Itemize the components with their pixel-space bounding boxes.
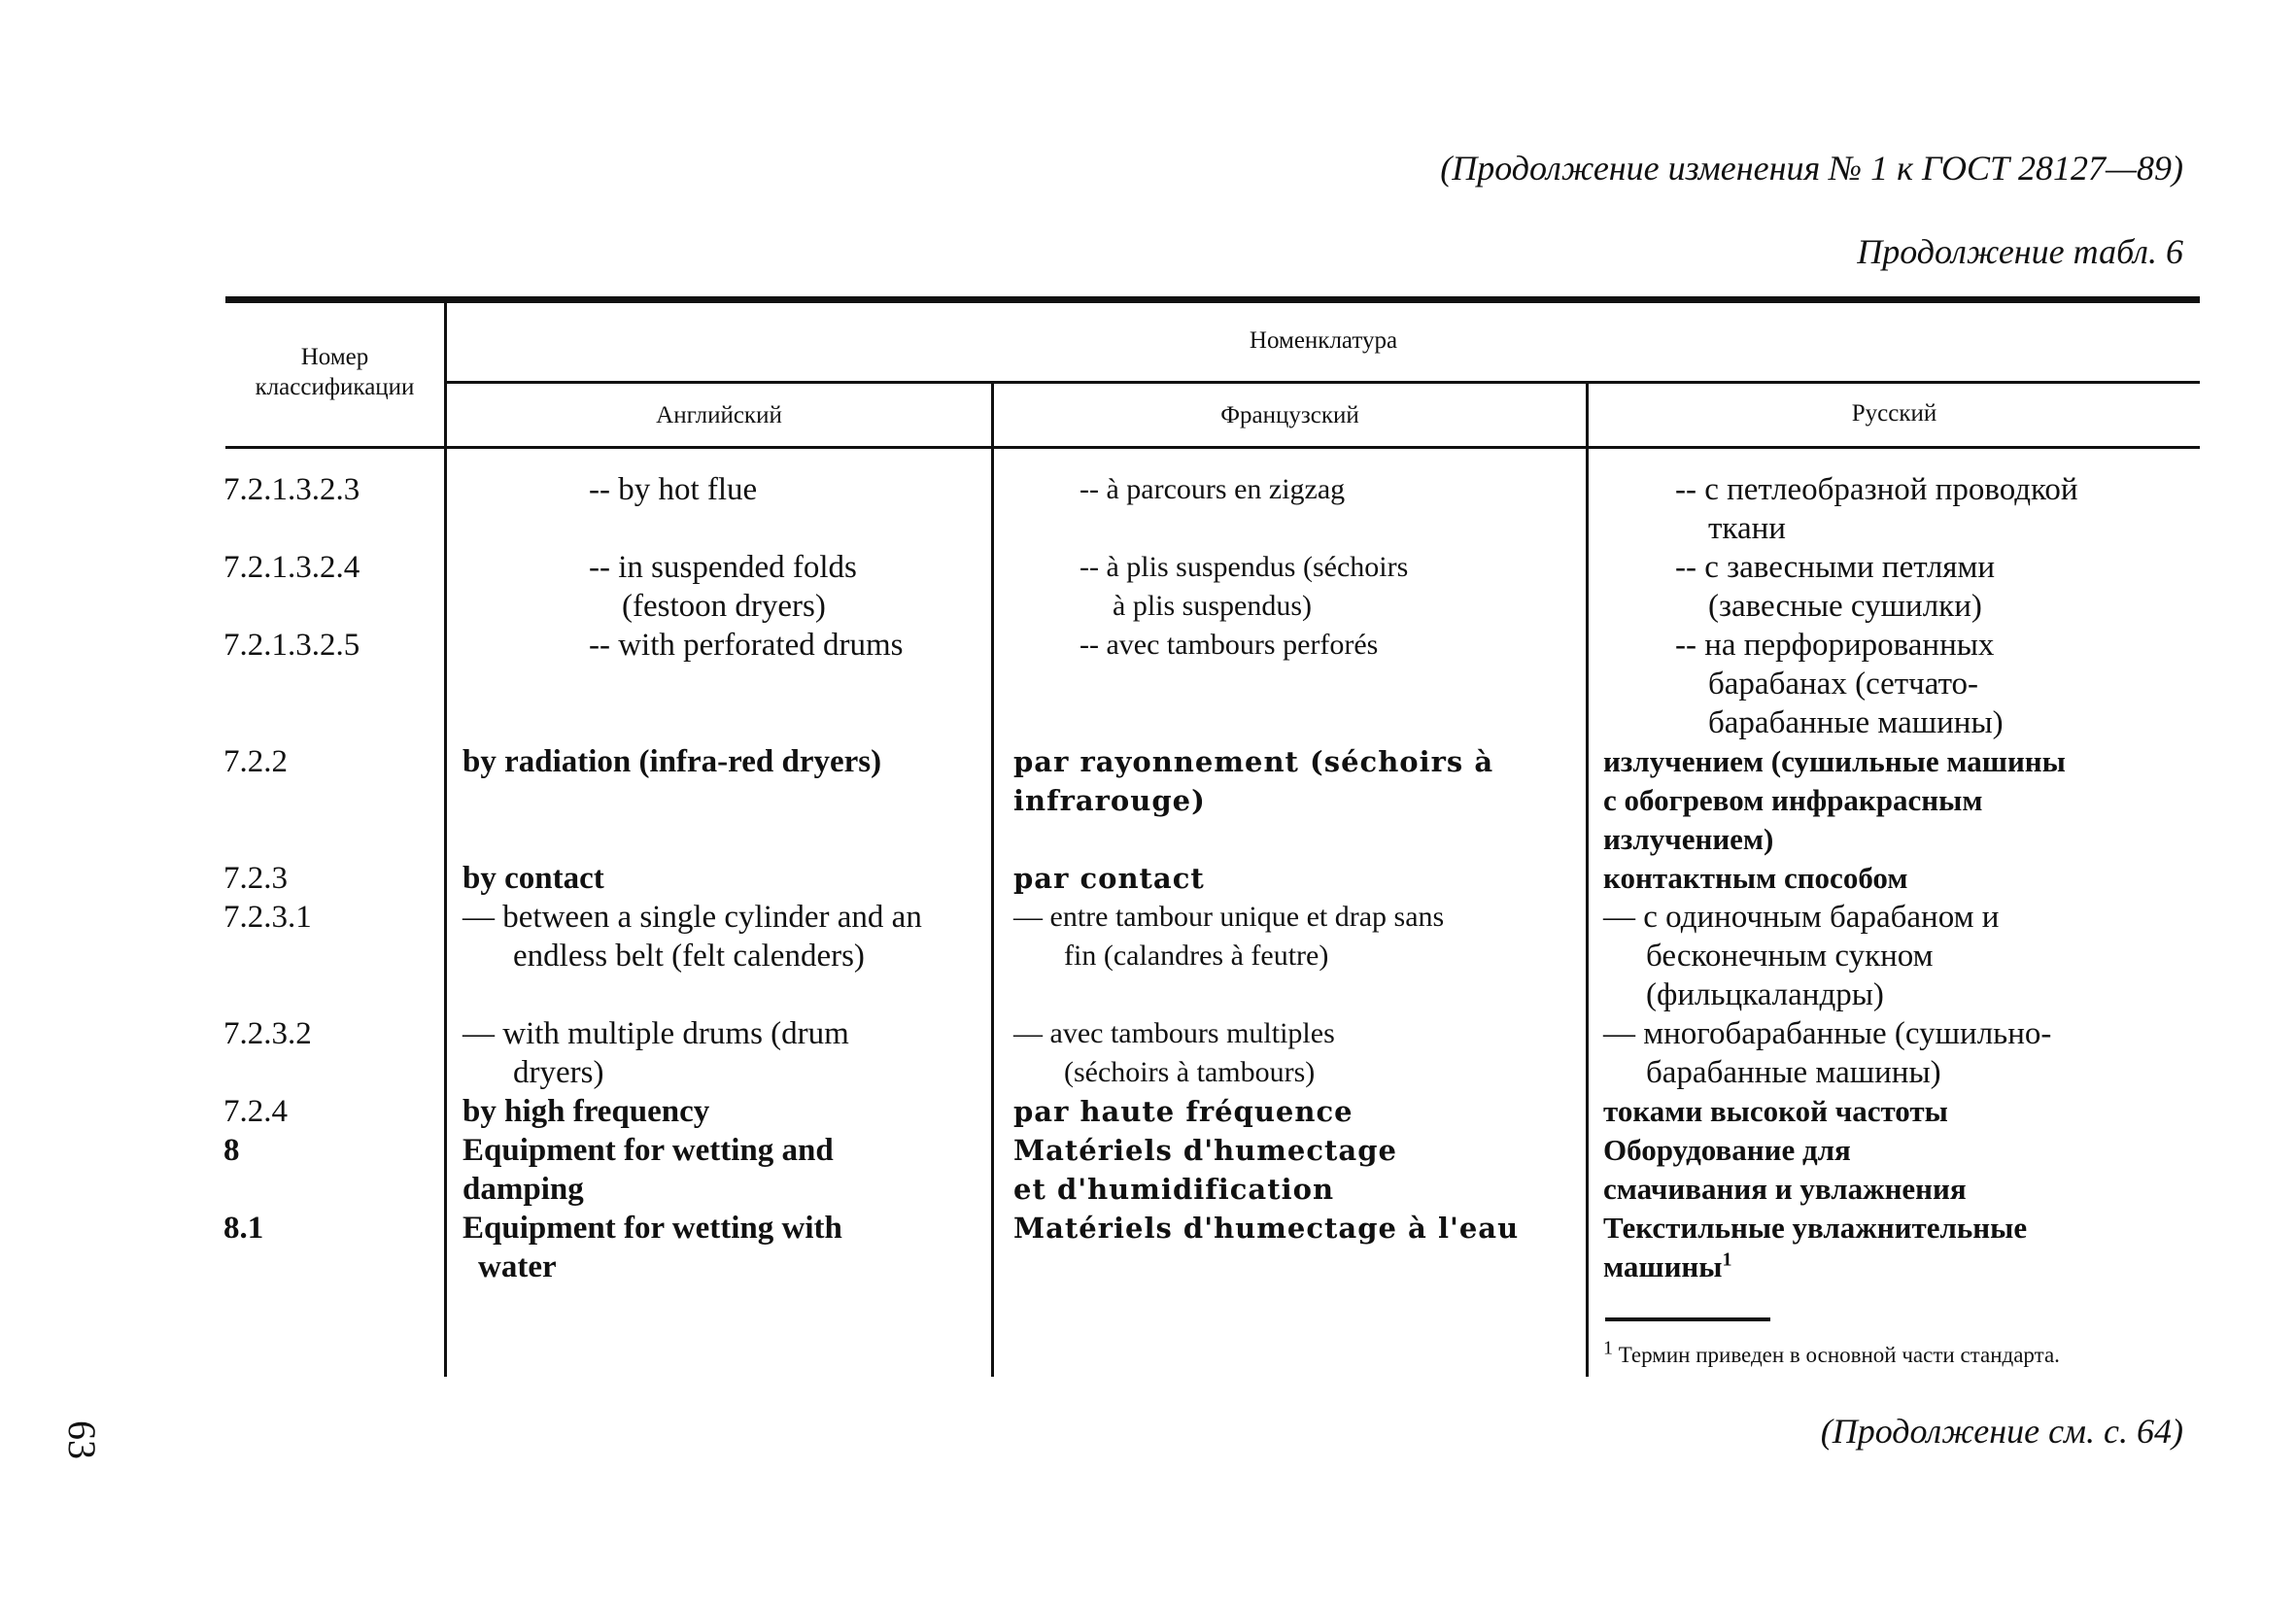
footnote-rule: [1605, 1317, 1770, 1321]
header-nomenclature: Номенклатура: [1249, 327, 1398, 354]
header-number: Номер классификации: [255, 344, 415, 401]
row-english: by contact: [463, 861, 604, 896]
row-french: Matériels d'humectage à l'eau: [1013, 1212, 1520, 1245]
row-french: -- à plis suspendus (séchoirs à plis suspendus): [1079, 551, 1409, 622]
row-french: -- avec tambours perforés: [1079, 629, 1379, 661]
footnote: [1603, 1337, 2060, 1368]
row-number: 7.2.4: [223, 1094, 288, 1129]
table-top-rule: [225, 296, 2200, 303]
row-english: — between a single cylinder and an endless belt (felt calenders): [463, 900, 922, 974]
table-continuation-label: Продолжение табл. 6: [1857, 232, 2183, 271]
column-divider-number: [444, 303, 447, 1377]
row-english: -- in suspended folds (festoon dryers): [589, 550, 857, 624]
header-english: Английский: [656, 402, 782, 428]
header-continuation: (Продолжение изменения № 1 к ГОСТ 28127—89): [1440, 149, 2183, 188]
row-english: Equipment for wetting and damping: [463, 1133, 834, 1207]
row-english: -- by hot flue: [589, 472, 758, 507]
row-russian: -- с завесными петлями (завесные сушилки): [1675, 550, 1996, 624]
row-russian: контактным способом: [1603, 861, 1908, 895]
row-english: Equipment for wetting with water: [463, 1211, 842, 1284]
row-french: par rayonnement (séchoirs à infrarouge): [1013, 745, 1494, 817]
row-french: — avec tambours multiples (séchoirs à tambours): [1013, 1017, 1335, 1088]
row-number: 7.2.3.1: [223, 900, 312, 935]
row-russian: [1603, 1209, 2167, 1286]
row-english: by high frequency: [463, 1094, 710, 1129]
row-russian: Оборудование для смачивания и увлажнения: [1603, 1133, 1967, 1206]
row-number: 7.2.3.2: [223, 1016, 312, 1051]
row-french: -- à parcours en zigzag: [1079, 473, 1346, 505]
row-number: 7.2.1.3.2.4: [223, 550, 360, 585]
row-english: by radiation (infra-red dryers): [463, 744, 882, 779]
header-russian: Русский: [1851, 400, 1937, 427]
row-english: -- with perforated drums: [589, 628, 904, 663]
row-number: 7.2.3: [223, 861, 288, 896]
row-number: 8: [223, 1133, 240, 1168]
row-french: par haute fréquence: [1013, 1095, 1354, 1128]
row-russian-text: Текстильные увлажнительные машины: [1603, 1211, 2028, 1283]
header-subdivider: [447, 381, 2200, 384]
footnote-text: Термин приведен в основной части стандарта.: [1618, 1343, 2060, 1367]
row-russian: излучением (сушильные машины с обогревом инфракрасным излучением): [1603, 744, 2066, 856]
row-french: — entre tambour unique et drap sans fin (calandres à feutre): [1013, 901, 1445, 972]
row-russian: — с одиночным барабаном и бесконечным сукном (фильцкаландры): [1603, 900, 2000, 1012]
row-number: 7.2.1.3.2.5: [223, 628, 360, 663]
header-bottom-rule: [225, 446, 2200, 449]
row-russian: -- на перфорированных барабанах (сетчато- барабанные машины): [1675, 628, 2004, 740]
row-number: 7.2.2: [223, 744, 288, 779]
row-russian: — многобарабанные (сушильно- барабанные машины): [1603, 1016, 2052, 1090]
row-russian: -- с петлеобразной проводкой ткани: [1675, 472, 2078, 546]
header-french: Французский: [1220, 402, 1359, 428]
row-french: par contact: [1013, 862, 1205, 895]
row-number: 7.2.1.3.2.3: [223, 472, 360, 507]
row-number: 8.1: [223, 1211, 264, 1246]
footnote-number: 1: [1603, 1337, 1613, 1359]
column-divider-french: [1586, 382, 1589, 1377]
row-russian: токами высокой частоты: [1603, 1094, 1948, 1128]
footer-continuation: (Продолжение см. с. 64): [1820, 1412, 2183, 1451]
footnote-marker: 1: [1722, 1248, 1732, 1271]
row-english: — with multiple drums (drum dryers): [463, 1016, 849, 1090]
row-french: Matériels d'humectage et d'humidification: [1013, 1134, 1397, 1206]
page-number: 63: [60, 1420, 104, 1459]
